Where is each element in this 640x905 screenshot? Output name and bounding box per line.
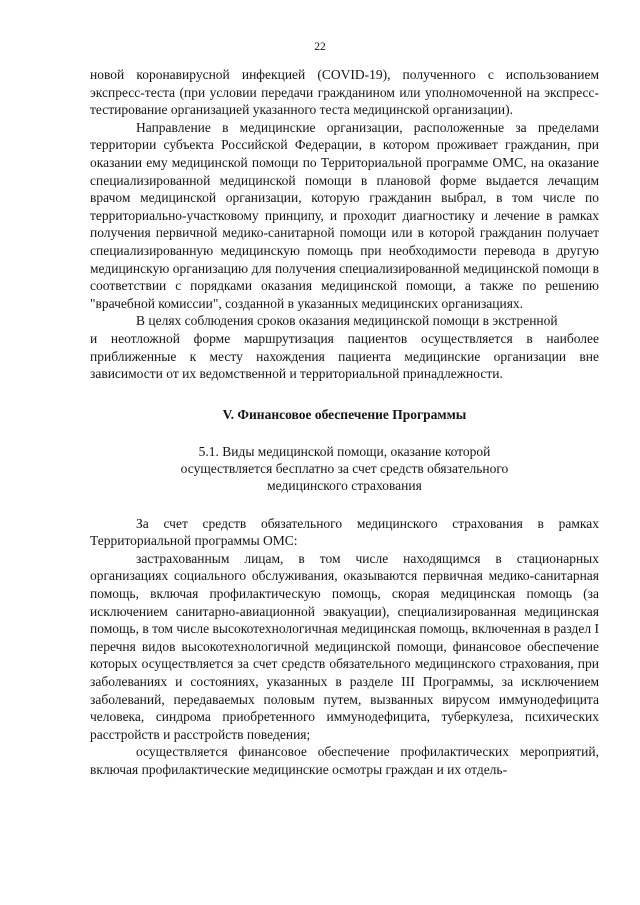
subsection-heading-line: 5.1. Виды медицинской помощи, оказание которой <box>198 443 491 459</box>
page-number: 22 <box>314 41 326 53</box>
section-heading: V. Финансовое обеспечение Программы <box>222 406 467 422</box>
paragraph-insured-care: застрахованным лицам, в том числе находящимся в стационарных организациях социального обслуживания, оказываются первичная медико-санитарная помощь, включая профилактическую помощь, скорая медицинская помощь (за исключением санитарно-авиационной эвакуации), специализированная медицинская помощь, в том числе высокотехнологичная медицинская помощь, включенная в раздел I перечня видов высокотехнологичной медицинской помощи, финансовое обеспечение которых осуществляется за счет средств обязательного медицинского страхования, при заболеваниях и состояниях, указанных в разделе III Программы, за исключением заболеваний, передаваемых половым путем, вызванных вирусом иммунодефицита человека, синдрома приобретенного иммунодефицита, туберкулеза, психических расстройств и расстройств поведения; <box>90 550 599 742</box>
paragraph-emergency-start: В целях соблюдения сроков оказания медицинской помощи в экстренной <box>136 313 558 329</box>
paragraph-covid-test: новой коронавирусной инфекцией (COVID-19), полученного с использованием экспресс-теста (при условии передачи гражданином или уполномоченной на экспресс-тестирование организацией указанного теста медицинской организации). <box>90 67 599 118</box>
document-body <box>90 66 599 779</box>
paragraph-emergency-continuation: и неотложной форме маршрутизация пациентов осуществляется в наиболее приближенные к месту нахождения пациента медицинские организации вне зависимости от их ведомственной и территориальной принадлежности. <box>90 330 599 382</box>
subsection-heading-line: медицинского страхования <box>267 477 422 493</box>
subsection-heading <box>90 443 599 494</box>
subsection-heading-line: осуществляется бесплатно за счет средств обязательного <box>180 460 509 476</box>
paragraph-oms-intro: За счет средств обязательного медицинского страхования в рамках Территориальной программы ОМС: <box>90 515 599 549</box>
paragraph-preventive-financing: осуществляется финансовое обеспечение профилактических мероприятий, включая профилактические медицинские осмотры граждан и их отдель- <box>90 744 599 777</box>
paragraph-referral: Направление в медицинские организации, расположенные за пределами территории субъекта Российской Федерации, в котором проживает гражданин, при оказании ему медицинской помощи по Территориальной программе ОМС, на оказание специализированной медицинской помощи в плановой форме выдается лечащим врачом медицинской организации, которую гражданин выбрал, в том числе по территориально-участковому принципу, и проходит диагностику и лечение в рамках получения первичной медико-санитарной помощи или в которой гражданин получает специализированную медицинскую помощь при необходимости перевода в другую медицинскую организацию для получения специализированной медицинской помощи в соответствии с порядками оказания медицинской помощи, а также по решению "врачебной комиссии", созданной в указанных медицинских организациях. <box>90 119 599 311</box>
